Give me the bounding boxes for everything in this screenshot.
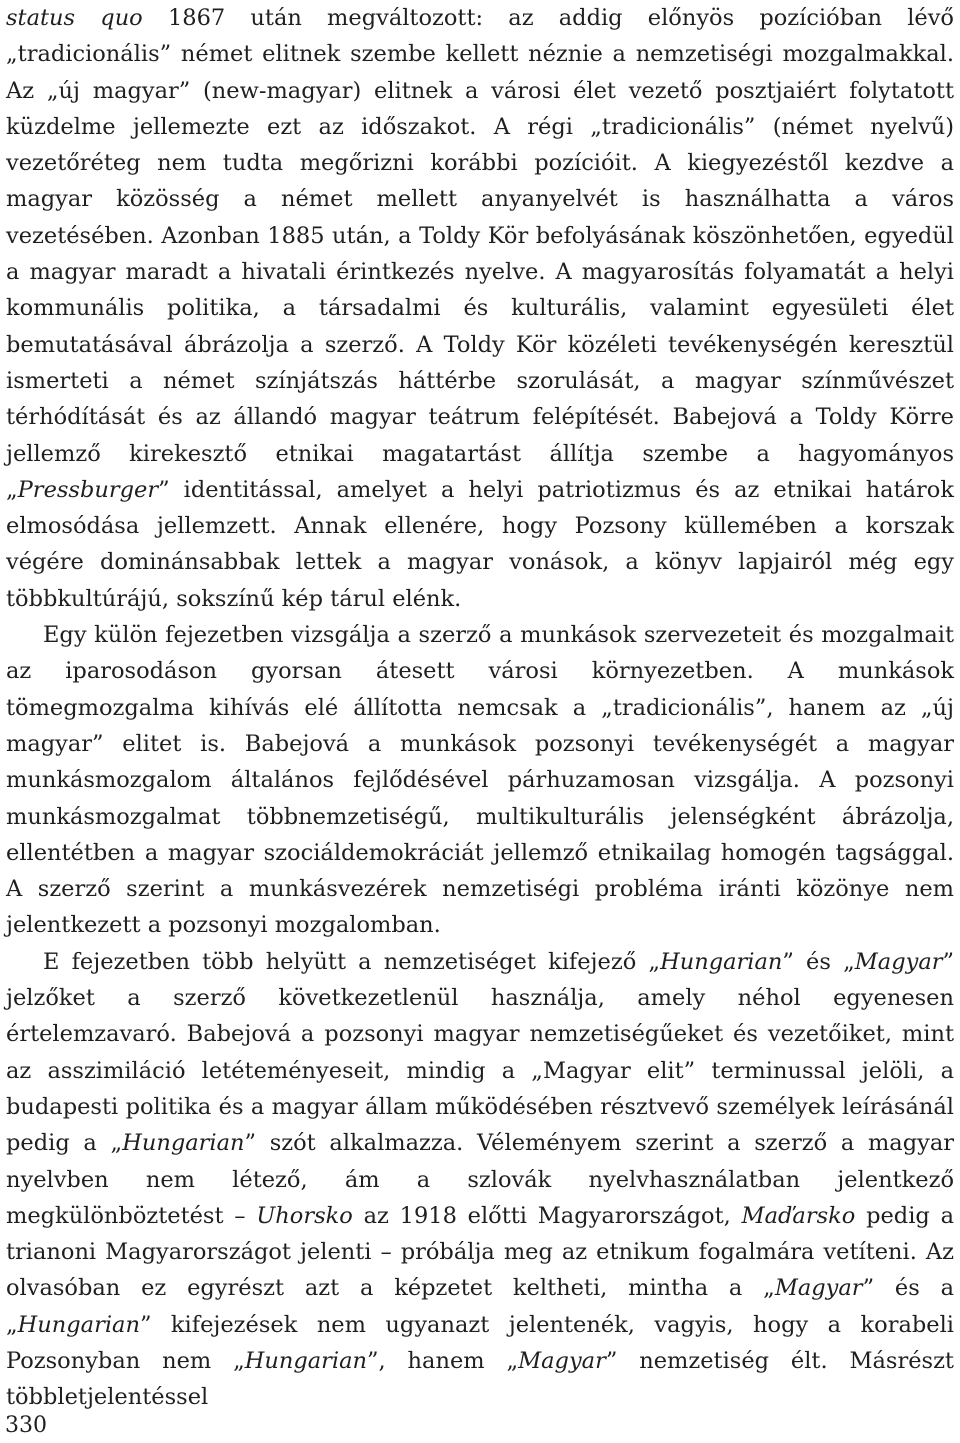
text-run: ” szót alkalmazza. Véleményem szerint a szerző a magyar nyelvben nem létező, ám a szlovák nyelvhasználatban jelentkező megkülönböztetést – [6,1130,954,1229]
italic-term: Hungarian [17,1311,140,1338]
italic-term: Hungarian [122,1130,245,1157]
italic-term: Magyar [854,948,943,975]
italic-term: Pressburger [17,476,159,503]
text-run: ” és „ [782,948,855,975]
italic-term: Maďarsko [741,1202,856,1229]
italic-term: Uhorsko [256,1202,353,1229]
body-text [6,0,954,1416]
text-run: E fejezetben több helyütt a nemzetiséget kifejező „ [43,948,661,975]
page-number: 330 [5,1413,47,1438]
italic-term: status quo [6,5,143,31]
text-run: ” identitással, amelyet a helyi patriotizmus és az etnikai határok elmosódása jellemzett. Annak ellenére, hogy Pozsony küllemében a korszak végére dominánsabbak lettek a magyar vonások, a könyv lapjairól még egy többkultúrájú, sokszínű kép tárul elénk. [6,476,954,612]
italic-term: Hungarian [244,1347,368,1374]
text-run: 1867 után megváltozott: az addig előnyös pozícióban lévő „tradicionális” német elitnek szembe kellett néznie a nemzetiségi mozgalmakkal. Az „új magyar” (new-magyar) elitnek a városi élet vezető posztjaiért folytatott küzdelme jellemezte ezt az időszakot. A régi „tradicionális” (német nyelvű) vezetőréteg nem tudta megőrizni korábbi pozícióit. A kiegyezéstől kezdve a magyar közösség a német mellett anyanyelvét is használhatta a város vezetésében. Azonban 1885 után, a Toldy Kör befolyásának köszönhetően, egyedül a magyar maradt a hivatali érintkezés nyelve. A magyarosítás folyamatát a helyi kommunális politika, a társadalmi és kulturális, valamint egyesületi élet bemutatásával ábrázolja a szerző. A Toldy Kör közéleti tevékenységén keresztül ismerteti a német színjátszás háttérbe szorulását, a magyar színművészet térhódítását és az állandó magyar teátrum felépítését. Babejová a Toldy Körre jellemző kirekesztő etnikai magatartást állítja szembe a hagyományos „ [6,5,954,503]
italic-term: Magyar [518,1347,606,1374]
text-run: ” és a „ [6,1275,954,1338]
text-run: ” nemzetiség élt. Másrészt többletjelentéssel [6,1347,954,1411]
text-run: Egy külön fejezetben vizsgálja a szerző a munkások szervezeteit és mozgalmait az iparosodáson gyorsan átesett városi környezetben. A munkások tömegmozgalma kihívás elé állította nemcsak a „tradicionális”, hanem az „új magyar” elitet is. Babejová a munkások pozsonyi tevékenységét a magyar munkásmozgalom általános fejlődésével párhuzamosan vizsgálja. A pozsonyi munkásmozgalmat többnemzetiségű, multikulturális jelenségként ábrázolja, ellentétben a magyar szociáldemokráciát jellemző etnikailag homogén tagsággal. A szerző szerint a munkásvezérek nemzetiségi probléma iránti közönye nem jelentkezett a pozsonyi mozgalomban. [6,622,954,939]
text-run: ” jelzőket a szerző következetlenül használja, amely néhol egyenesen értelemzavaró. Babejová a pozsonyi magyar nemzetiségűeket és vezetőiket, mint az asszimiláció letéteményeseit, mindig a „Magyar elit” terminussal jelöli, a budapesti politika és a magyar állam működésében résztvevő személyek leírásánál pedig a „ [6,948,955,1157]
text-run: ”, hanem „ [367,1347,519,1374]
text-run: ” kifejezések nem ugyanazt jelentenék, vagyis, hogy a korabeli Pozsonyban nem „ [6,1311,954,1374]
paragraph [6,0,954,617]
paragraph [6,617,954,944]
text-run: pedig a trianoni Magyarországot jelenti – próbálja meg az etnikum fogalmára vetíteni. Az olvasóban ez egyrészt azt a képzetet keltheti, mintha a „ [6,1202,954,1302]
italic-term: Magyar [774,1275,863,1302]
text-run: az 1918 előtti Magyarországot, [352,1202,742,1229]
italic-term: Hungarian [660,948,783,975]
paragraph [6,944,954,1416]
